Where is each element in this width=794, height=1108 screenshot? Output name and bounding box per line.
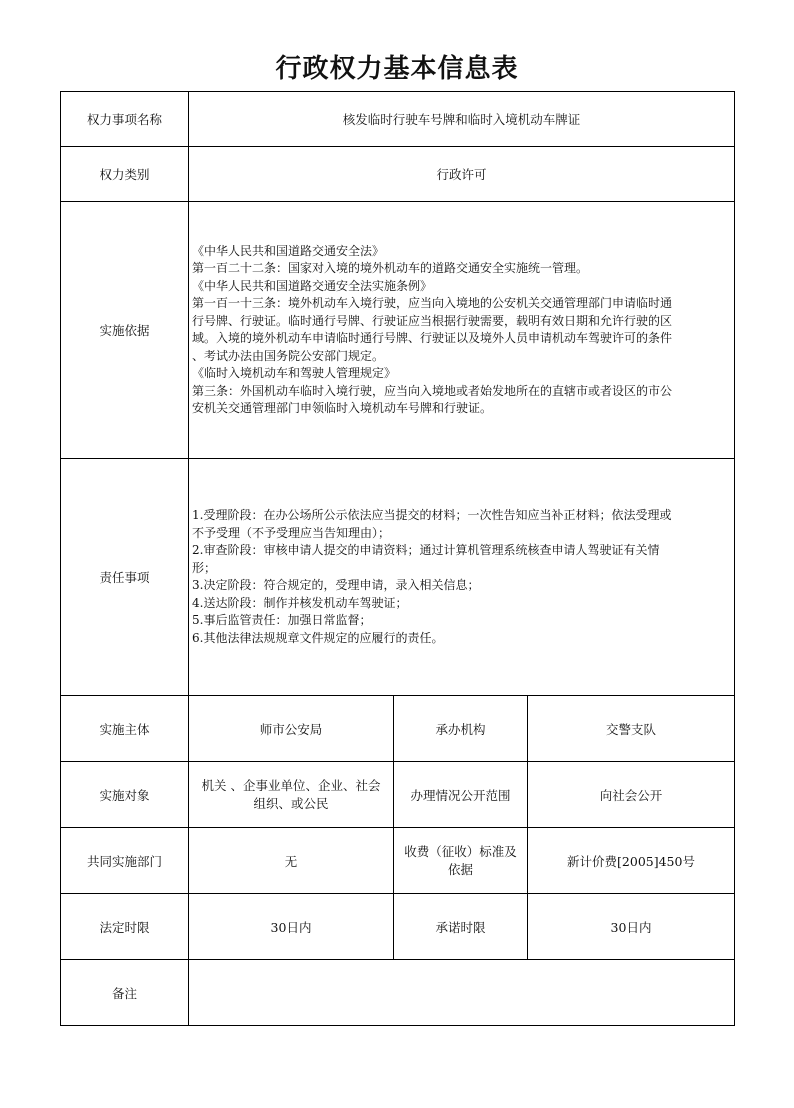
category-value: 行政许可 [189,147,735,202]
basis-line: 安机关交通管理部门申领临时入境机动车号牌和行驶证。 [192,401,493,415]
limit-label: 法定时限 [61,894,189,960]
duty-line: 5.事后监管责任：加强日常监督； [192,613,372,627]
fee-label-line: 依据 [447,861,473,877]
object-label: 实施对象 [61,762,189,828]
subject-value: 师市公安局 [189,696,394,762]
row-limit [61,894,735,960]
duty-line: 4.送达阶段：制作并核发机动车驾驶证； [192,595,408,610]
promise-value: 30日内 [528,894,735,960]
basis-line: 《临时入境机动车和驾驶人管理规定》 [192,366,397,380]
row-category [61,147,735,202]
basis-line: 第一百二十二条：国家对入境的境外机动车的道路交通安全实施统一管理。 [192,261,589,275]
joint-label: 共同实施部门 [61,828,189,894]
fee-label-line: 收费（征收）标准及 [404,843,517,859]
disclosure-value: 向社会公开 [528,762,735,828]
disclosure-label: 办理情况公开范围 [394,762,528,828]
duty-text [189,459,735,696]
name-value: 核发临时行驶车号牌和临时入境机动车牌证 [189,92,735,147]
basis-text [189,202,735,459]
duty-line: 6.其他法律法规规章文件规定的应履行的责任。 [192,630,444,645]
basis-line: 第三条：外国机动车临时入境行驶，应当向入境地或者始发地所在的直辖市或者设区的市公 [192,383,673,398]
category-label: 权力类别 [61,147,189,202]
object-value-line: 组织、或公民 [253,795,329,811]
row-object [61,762,735,828]
duty-line: 2.审查阶段：审核申请人提交的申请资料；通过计算机管理系统核查申请人驾驶证有关情 [192,543,660,557]
basis-line: 域。入境的境外机动车申请临时通行号牌、行驶证以及境外人员申请机动车驾驶许可的条件 [192,331,673,345]
object-value [189,762,394,828]
remark-label: 备注 [61,960,189,1026]
basis-line: 、考试办法由国务院公安部门规定。 [192,348,385,363]
basis-line: 《中华人民共和国道路交通安全法》 [192,243,385,258]
basis-line: 第一百一十三条：境外机动车入境行驶，应当向入境地的公安机关交通管理部门申请临时通 [192,296,673,310]
duty-line: 1.受理阶段：在办公场所公示依法应当提交的材料；一次性告知应当补正材料；依法受理或 [192,508,672,522]
duty-line: 3.决定阶段：符合规定的，受理申请，录入相关信息； [192,578,480,592]
row-name [61,92,735,147]
agency-label: 承办机构 [394,696,528,762]
basis-line: 行号牌、行驶证。临时通行号牌、行驶证应当根据行驶需要，载明有效日期和允许行驶的区 [192,313,673,328]
subject-label: 实施主体 [61,696,189,762]
row-duty [61,459,735,696]
joint-value: 无 [189,828,394,894]
basis-label: 实施依据 [61,202,189,459]
duty-label: 责任事项 [61,459,189,696]
fee-label [394,828,528,894]
name-label: 权力事项名称 [61,92,189,147]
row-subject [61,696,735,762]
duty-line: 形； [192,560,217,575]
row-remark [61,960,735,1026]
page-title: 行政权力基本信息表 [275,54,519,84]
row-joint [61,828,735,894]
promise-label: 承诺时限 [394,894,528,960]
agency-value: 交警支队 [528,696,735,762]
basis-line: 《中华人民共和国道路交通安全法实施条例》 [192,278,433,293]
object-value-line: 机关 、企事业单位、企业、社会 [201,777,381,793]
remark-value [189,960,735,1026]
row-basis [61,202,735,459]
limit-value: 30日内 [189,894,394,960]
info-table [60,91,735,1026]
fee-value: 新计价费[2005]450号 [528,828,735,894]
duty-line: 不予受理（不予受理应当告知理由）； [192,525,391,540]
